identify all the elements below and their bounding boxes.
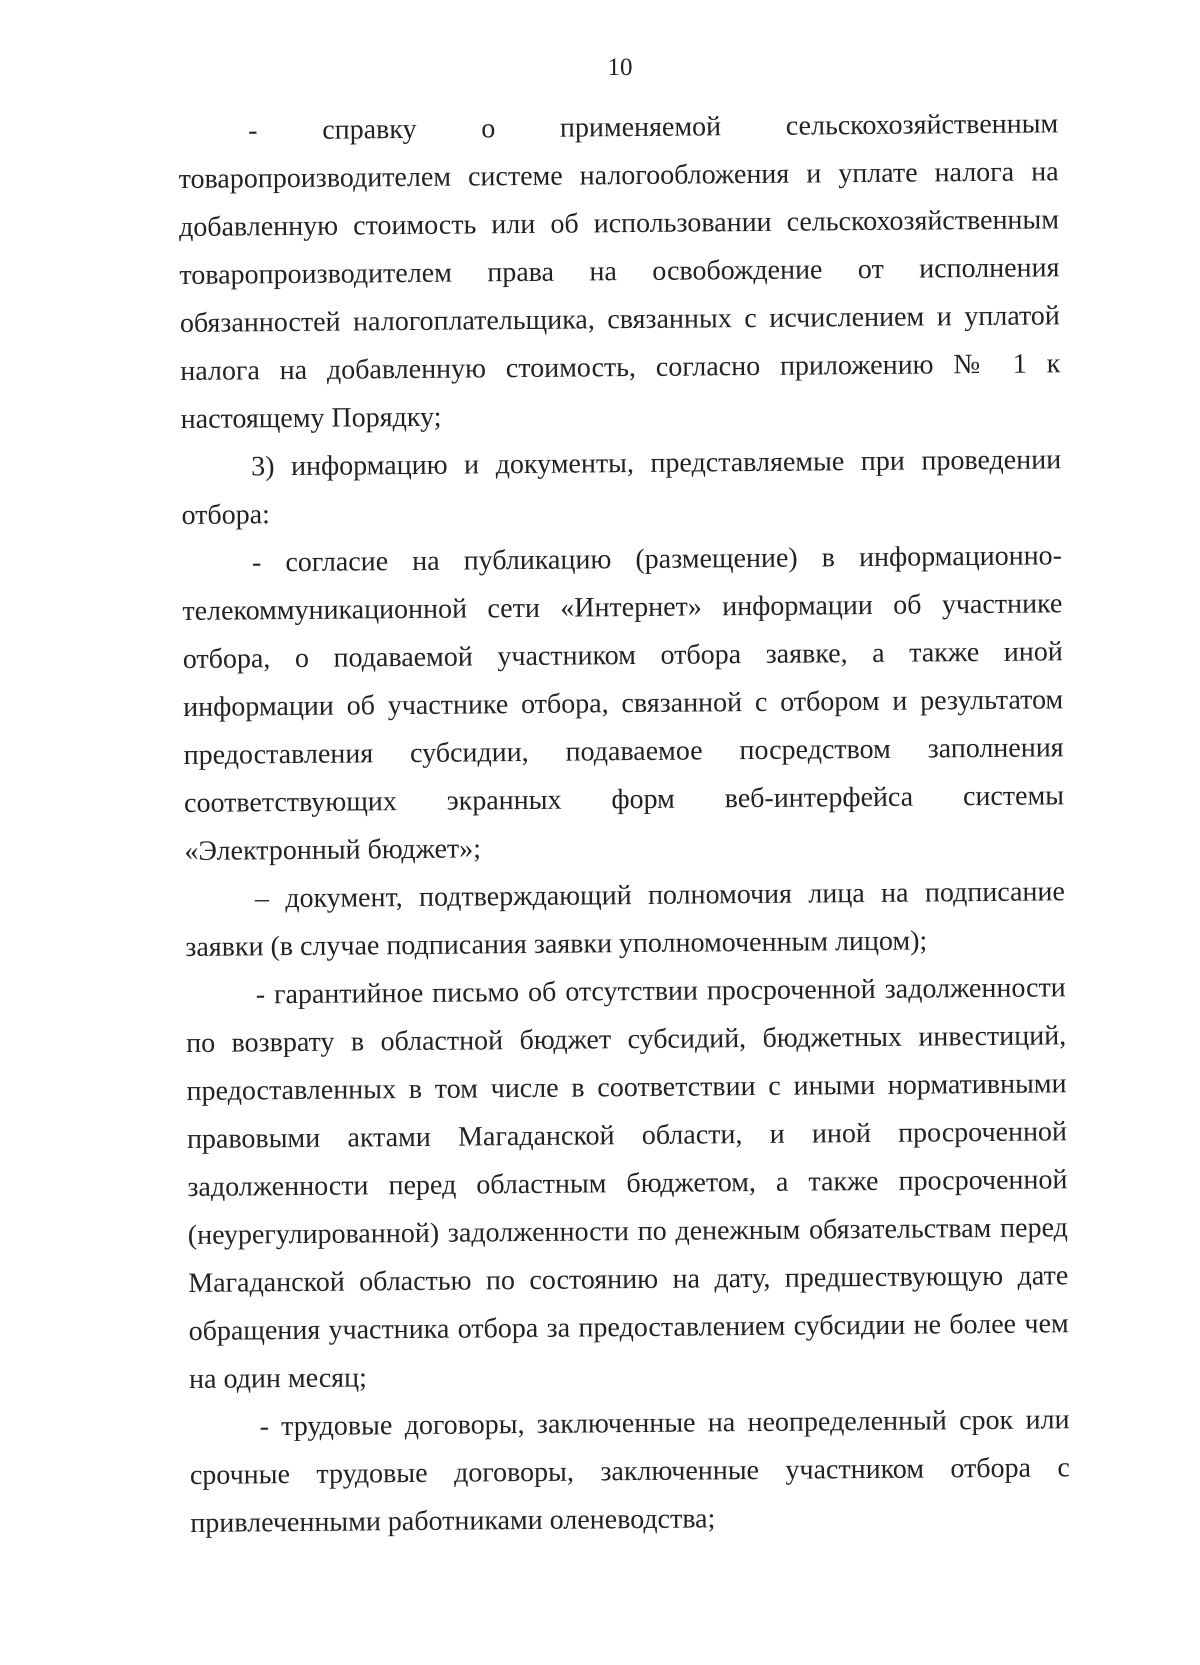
paragraph-tax-certificate: - справку о применяемой сельскохозяйственным товаропроизводителем системе налогообложения и уплате налога на добавленную стоимость или об использовании сельскохозяйственным товаропроизводителем права на освобождение от исполнения обязанностей налогоплательщика, связанных с исчислением и уплатой налога на добавленную стоимость, согласно приложению № 1 к настоящему Порядку; <box>178 108 1061 435</box>
body-text <box>178 100 1071 1548</box>
paragraph-employment-contracts: - трудовые договоры, заключенные на неопределенный срок или срочные трудовые договоры, заключенные участником отбора с привлеченными работниками оленеводства; <box>189 1404 1071 1539</box>
paragraph-guarantee-letter: - гарантийное письмо об отсутствии просроченной задолженности по возврату в областной бюджет субсидий, бюджетных инвестиций, предоставленных в том числе в соответствии с иными нормативными правовыми актами Магаданской области, и иной просроченной задолженности перед областным бюджетом, а также просроченной (неурегулированной) задолженности по денежным обязательствам перед Магаданской областью по состоянию на дату, предшествующую дате обращения участника отбора за предоставлением субсидии не более чем на один месяц; <box>186 972 1069 1395</box>
page-number: 10 <box>607 54 633 81</box>
paragraph-publication-consent: - согласие на публикацию (размещение) в информационно-телекоммуникационной сети «Интернет» информации об участнике отбора, о подаваемой участником отбора заявке, а также иной информации об участнике отбора, связанной с отбором и результатом предоставления субсидии, подаваемое посредством заполнения соответствующих экранных форм веб-интерфейса системы «Электронный бюджет»; <box>182 540 1065 867</box>
paragraph-selection-documents: 3) информацию и документы, представляемые при проведении отбора: <box>181 444 1062 531</box>
paragraph-authority-document: – документ, подтверждающий полномочия лица на подписание заявки (в случае подписания заявки уполномоченным лицом); <box>185 876 1066 963</box>
